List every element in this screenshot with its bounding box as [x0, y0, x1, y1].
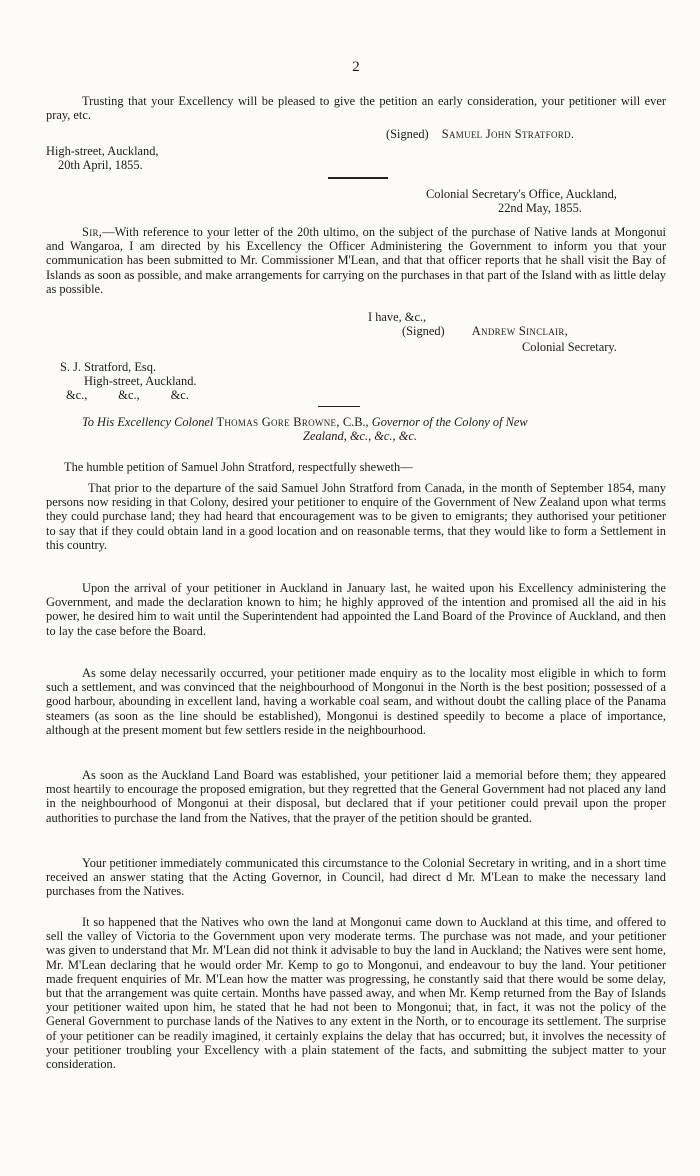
petition-paragraph-1: That prior to the departure of the said Samuel John Stratford from Canada, in the month of September 1854, many persons now residing in that Colony, desired your petitioner to enquire of the Government of New Zealand upon what terms they could purchase land; they had heard that encouragement was to be given to emigrants; they authorised your petitioner to say that if they could obtain land in a good location and on reasonable terms, that they would like to form a Settlement in this country.	[46, 481, 666, 552]
petition-paragraph-4: As soon as the Auckland Land Board was established, your petitioner laid a memorial before them; they appeared most heartily to encourage the proposed emigration, but they regretted that the General Government had not placed any land in the neighbourhood of Mongonui at their disposal, but declared that if your petitioner could prevail upon the proper authorities to purchase the land from the Natives, that the prayer of the petition should be granted.	[46, 768, 666, 825]
signature-line-2	[402, 324, 568, 338]
petition-paragraph-5: Your petitioner immediately communicated this circumstance to the Colonial Secretary in writing, and in a short time received an answer stating that the Acting Governor, in Council, had direct d Mr. M'Lean to make the necessary land purchases from the Natives.	[46, 856, 666, 899]
closing-paragraph: Trusting that your Excellency will be pleased to give the petition an early consideration, your petitioner will ever pray, etc.	[46, 94, 666, 123]
reply-body	[46, 225, 666, 296]
signature-line-1	[386, 127, 574, 141]
divider-rule-2	[318, 406, 360, 407]
reply-closing: I have, &c.,	[368, 310, 427, 324]
office-heading: Colonial Secretary's Office, Auckland,	[426, 187, 617, 201]
salutation: Sir,	[82, 225, 103, 239]
sender-address: High-street, Auckland,	[46, 144, 159, 158]
reply-date: 22nd May, 1855.	[498, 201, 582, 215]
address-prefix: To His Excellency Colonel	[82, 415, 214, 429]
governor-honour: C.B.,	[339, 415, 369, 429]
petition-address	[46, 415, 666, 443]
signed-label-2: (Signed)	[402, 324, 445, 338]
signed-label: (Signed)	[386, 127, 429, 141]
petition-paragraph-2: Upon the arrival of your petitioner in Auckland in January last, he waited upon his Excellency administering the Government, and made the declaration known to him; he highly approved of the intention and promised all the aid in his power, he desired him to wait until the Superintendent had appointed the Land Board of the Province of Auckland, and then to lay the case before the Board.	[46, 581, 666, 638]
signer-name-2: Andrew Sinclair,	[471, 324, 569, 338]
recipient-name: S. J. Stratford, Esq.	[60, 360, 157, 374]
petition-paragraph-6: It so happened that the Natives who own the land at Mongonui came down to Auckland at this time, and offered to sell the valley of Victoria to the Government upon very moderate terms. The purchase was not made, and your petitioner was given to understand that Mr. M'Lean did not think it advisable to buy the land in Auckland; the Natives were sent home, Mr. M'Lean declaring that he would order Mr. Kemp to go to Mongonui, and endeavour to buy the land. Your petitioner made frequent enquiries of Mr. M'Lean how the matter was progressing, he constantly said that there would be some delay, but that the arrangement was quite certain. Months have passed away, and when Mr. Kemp returned from the Bay of Islands your petitioner waited upon him, he stated that he had not been to Mongonui; that, in fact, it was not the policy of the General Government to purchase lands of the Natives to any extent in the North, or to encourage its settlement. The surprise of your petitioner can be readily imagined, it certainly explains the delay that has occurred; but, it involves the necessity of your petitioner troubling your Excellency with a plain statement of the facts, and submitting the subject matter to your consideration.	[46, 915, 666, 1072]
petition-intro: The humble petition of Samuel John Stratford, respectfully sheweth—	[64, 460, 413, 474]
recipient-etc: &c., &c., &c.	[66, 388, 189, 402]
governor-name: Thomas Gore Browne,	[216, 415, 340, 429]
governor-office-cont: Zealand, &c., &c., &c.	[303, 429, 417, 444]
divider-rule	[328, 177, 388, 179]
petition-paragraph-3: As some delay necessarily occurred, your petitioner made enquiry as to the locality most eligible in which to form such a settlement, and was convinced that the neighbourhood of Mongonui in the North is the best position; possessed of a good harbour, abounding in excellent land, having a workable coal seam, and without doubt the calling place of the Panama steamers (as soon as the line should be established), Mongonui is destined speedily to become a place of importance, although at the present moment but few settlers reside in the neighbourhood.	[46, 666, 666, 737]
signer-name: Samuel John Stratford.	[441, 127, 575, 141]
governor-office: Governor of the Colony of New	[368, 415, 528, 429]
page-number: 2	[352, 59, 360, 75]
letter-date: 20th April, 1855.	[58, 158, 143, 172]
signer-title: Colonial Secretary.	[522, 340, 617, 354]
reply-body-text: —With reference to your letter of the 20th ultimo, on the subject of the purchase of Native lands at Mongonui and Wangaroa, I am directed by his Excellency the Officer Administering the Government to inform you that your communication has been submitted to Mr. Commissioner M'Lean, and that that officer reports that he shall visit the Bay of Islands as soon as possible, and make arrangements for carrying on the purchases in that part of the Island with as little delay as possible.	[46, 225, 666, 296]
recipient-address: High-street, Auckland.	[84, 374, 197, 388]
